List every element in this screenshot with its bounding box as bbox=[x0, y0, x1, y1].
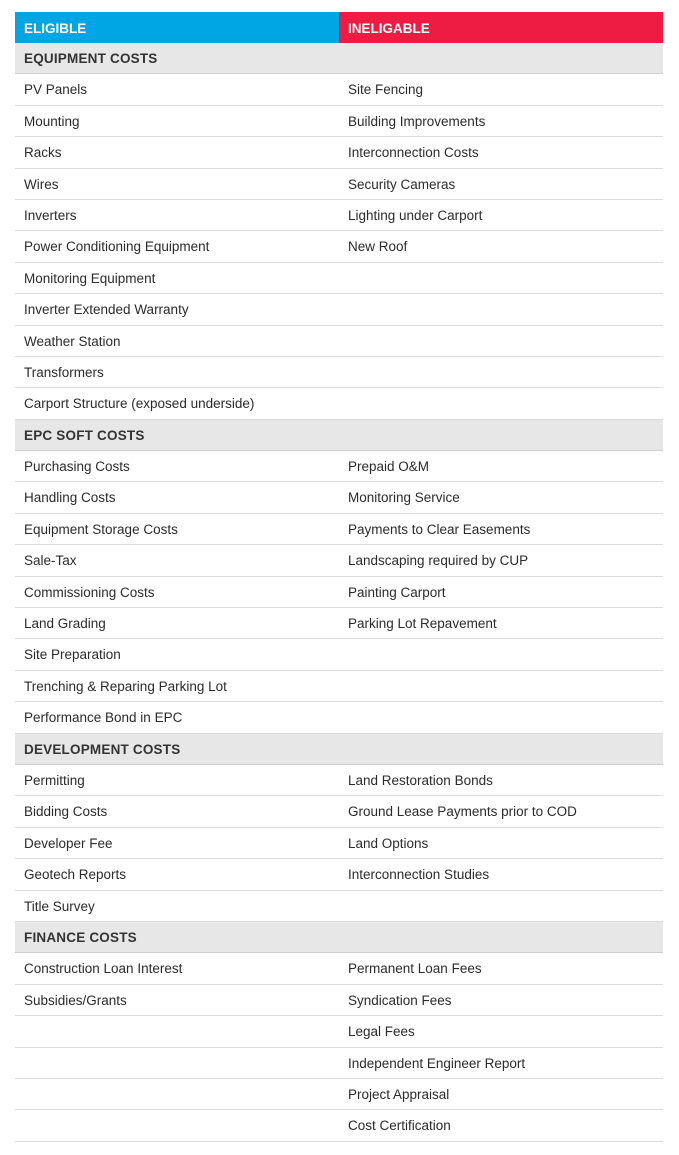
table-row bbox=[15, 639, 663, 670]
ineligible-cell: Land Options bbox=[348, 835, 429, 851]
ineligible-cell bbox=[339, 294, 663, 324]
eligible-cell: Commissioning Costs bbox=[24, 584, 155, 600]
table-row bbox=[15, 482, 663, 513]
table-row bbox=[15, 388, 663, 419]
ineligible-cell: Painting Carport bbox=[348, 584, 446, 600]
eligible-cell bbox=[15, 1016, 339, 1046]
table-row bbox=[15, 514, 663, 545]
ineligible-cell bbox=[339, 388, 663, 418]
table-row bbox=[15, 1110, 663, 1141]
eligible-cell: Transformers bbox=[24, 364, 104, 380]
table-row bbox=[15, 231, 663, 262]
table-row bbox=[15, 1016, 663, 1047]
table-row bbox=[15, 985, 663, 1016]
eligible-cell: Sale-Tax bbox=[24, 553, 77, 569]
table-row bbox=[15, 200, 663, 231]
table-row bbox=[15, 357, 663, 388]
table-body bbox=[15, 43, 663, 1142]
eligible-cell: Equipment Storage Costs bbox=[24, 521, 178, 537]
section-header: DEVELOPMENT COSTS bbox=[15, 734, 663, 765]
ineligible-cell: Project Appraisal bbox=[348, 1086, 450, 1102]
ineligible-cell bbox=[339, 891, 663, 921]
eligible-cell: Purchasing Costs bbox=[24, 459, 130, 475]
ineligible-cell: Monitoring Service bbox=[348, 490, 460, 506]
ineligible-cell: Prepaid O&M bbox=[348, 459, 430, 475]
eligible-cell: Permitting bbox=[24, 772, 85, 788]
ineligible-cell: Cost Certification bbox=[348, 1118, 451, 1134]
table-row bbox=[15, 1079, 663, 1110]
ineligible-cell: Landscaping required by CUP bbox=[348, 553, 529, 569]
section-header: EQUIPMENT COSTS bbox=[15, 43, 663, 74]
table-row bbox=[15, 577, 663, 608]
table-row bbox=[15, 796, 663, 827]
ineligible-cell: Legal Fees bbox=[348, 1024, 415, 1040]
table-row bbox=[15, 137, 663, 168]
eligible-cell: Monitoring Equipment bbox=[24, 270, 156, 286]
table-row bbox=[15, 451, 663, 482]
table-row bbox=[15, 1048, 663, 1079]
table-row bbox=[15, 74, 663, 105]
ineligible-column-header: INELIGABLE bbox=[339, 12, 663, 43]
table-row bbox=[15, 828, 663, 859]
ineligible-cell: New Roof bbox=[348, 239, 408, 255]
eligible-cell: Construction Loan Interest bbox=[24, 961, 183, 977]
eligible-cell: Site Preparation bbox=[24, 647, 121, 663]
ineligible-cell: Syndication Fees bbox=[348, 992, 452, 1008]
eligible-cell: Performance Bond in EPC bbox=[24, 710, 183, 726]
eligible-cell bbox=[15, 1110, 339, 1140]
table-row bbox=[15, 891, 663, 922]
table-row bbox=[15, 671, 663, 702]
cost-eligibility-table bbox=[15, 12, 663, 1142]
eligible-cell: Subsidies/Grants bbox=[24, 992, 127, 1008]
eligible-cell: Power Conditioning Equipment bbox=[24, 239, 210, 255]
eligible-cell: PV Panels bbox=[24, 82, 88, 98]
ineligible-cell: Independent Engineer Report bbox=[348, 1055, 526, 1071]
ineligible-cell bbox=[339, 702, 663, 732]
table-row bbox=[15, 545, 663, 576]
eligible-cell bbox=[15, 1079, 339, 1109]
ineligible-cell: Building Improvements bbox=[348, 113, 486, 129]
ineligible-cell bbox=[339, 263, 663, 293]
ineligible-cell: Lighting under Carport bbox=[348, 207, 483, 223]
eligible-cell: Carport Structure (exposed underside) bbox=[24, 396, 255, 412]
ineligible-cell bbox=[339, 639, 663, 669]
table-row bbox=[15, 953, 663, 984]
eligible-cell: Weather Station bbox=[24, 333, 121, 349]
eligible-cell: Geotech Reports bbox=[24, 867, 127, 883]
section-header: EPC SOFT COSTS bbox=[15, 420, 663, 451]
ineligible-cell bbox=[339, 671, 663, 701]
table-row bbox=[15, 294, 663, 325]
table-row bbox=[15, 106, 663, 137]
ineligible-cell: Payments to Clear Easements bbox=[348, 521, 531, 537]
ineligible-cell: Permanent Loan Fees bbox=[348, 961, 482, 977]
table-row bbox=[15, 702, 663, 733]
table-row bbox=[15, 765, 663, 796]
ineligible-cell: Parking Lot Repavement bbox=[348, 616, 497, 632]
eligible-cell: Land Grading bbox=[24, 616, 106, 632]
eligible-cell: Developer Fee bbox=[24, 835, 113, 851]
eligible-cell bbox=[15, 1048, 339, 1078]
eligible-cell: Handling Costs bbox=[24, 490, 116, 506]
eligible-cell: Mounting bbox=[24, 113, 80, 129]
eligible-cell: Bidding Costs bbox=[24, 804, 108, 820]
ineligible-cell: Land Restoration Bonds bbox=[348, 772, 493, 788]
table-row bbox=[15, 608, 663, 639]
eligible-cell: Wires bbox=[24, 176, 59, 192]
table-header bbox=[15, 12, 663, 43]
eligible-cell: Title Survey bbox=[24, 898, 95, 914]
section-header: FINANCE COSTS bbox=[15, 922, 663, 953]
table-row bbox=[15, 326, 663, 357]
ineligible-cell: Ground Lease Payments prior to COD bbox=[348, 804, 577, 820]
ineligible-cell: Interconnection Costs bbox=[348, 145, 479, 161]
eligible-cell: Inverter Extended Warranty bbox=[24, 302, 189, 318]
ineligible-cell: Security Cameras bbox=[348, 176, 456, 192]
table-row bbox=[15, 169, 663, 200]
table-row bbox=[15, 859, 663, 890]
ineligible-cell: Site Fencing bbox=[348, 82, 424, 98]
eligible-cell: Racks bbox=[24, 145, 62, 161]
ineligible-cell bbox=[339, 357, 663, 387]
ineligible-cell: Interconnection Studies bbox=[348, 867, 490, 883]
eligible-cell: Trenching & Reparing Parking Lot bbox=[24, 678, 227, 694]
eligible-cell: Inverters bbox=[24, 207, 77, 223]
ineligible-cell bbox=[339, 326, 663, 356]
eligible-column-header: ELIGIBLE bbox=[15, 12, 339, 43]
table-row bbox=[15, 263, 663, 294]
